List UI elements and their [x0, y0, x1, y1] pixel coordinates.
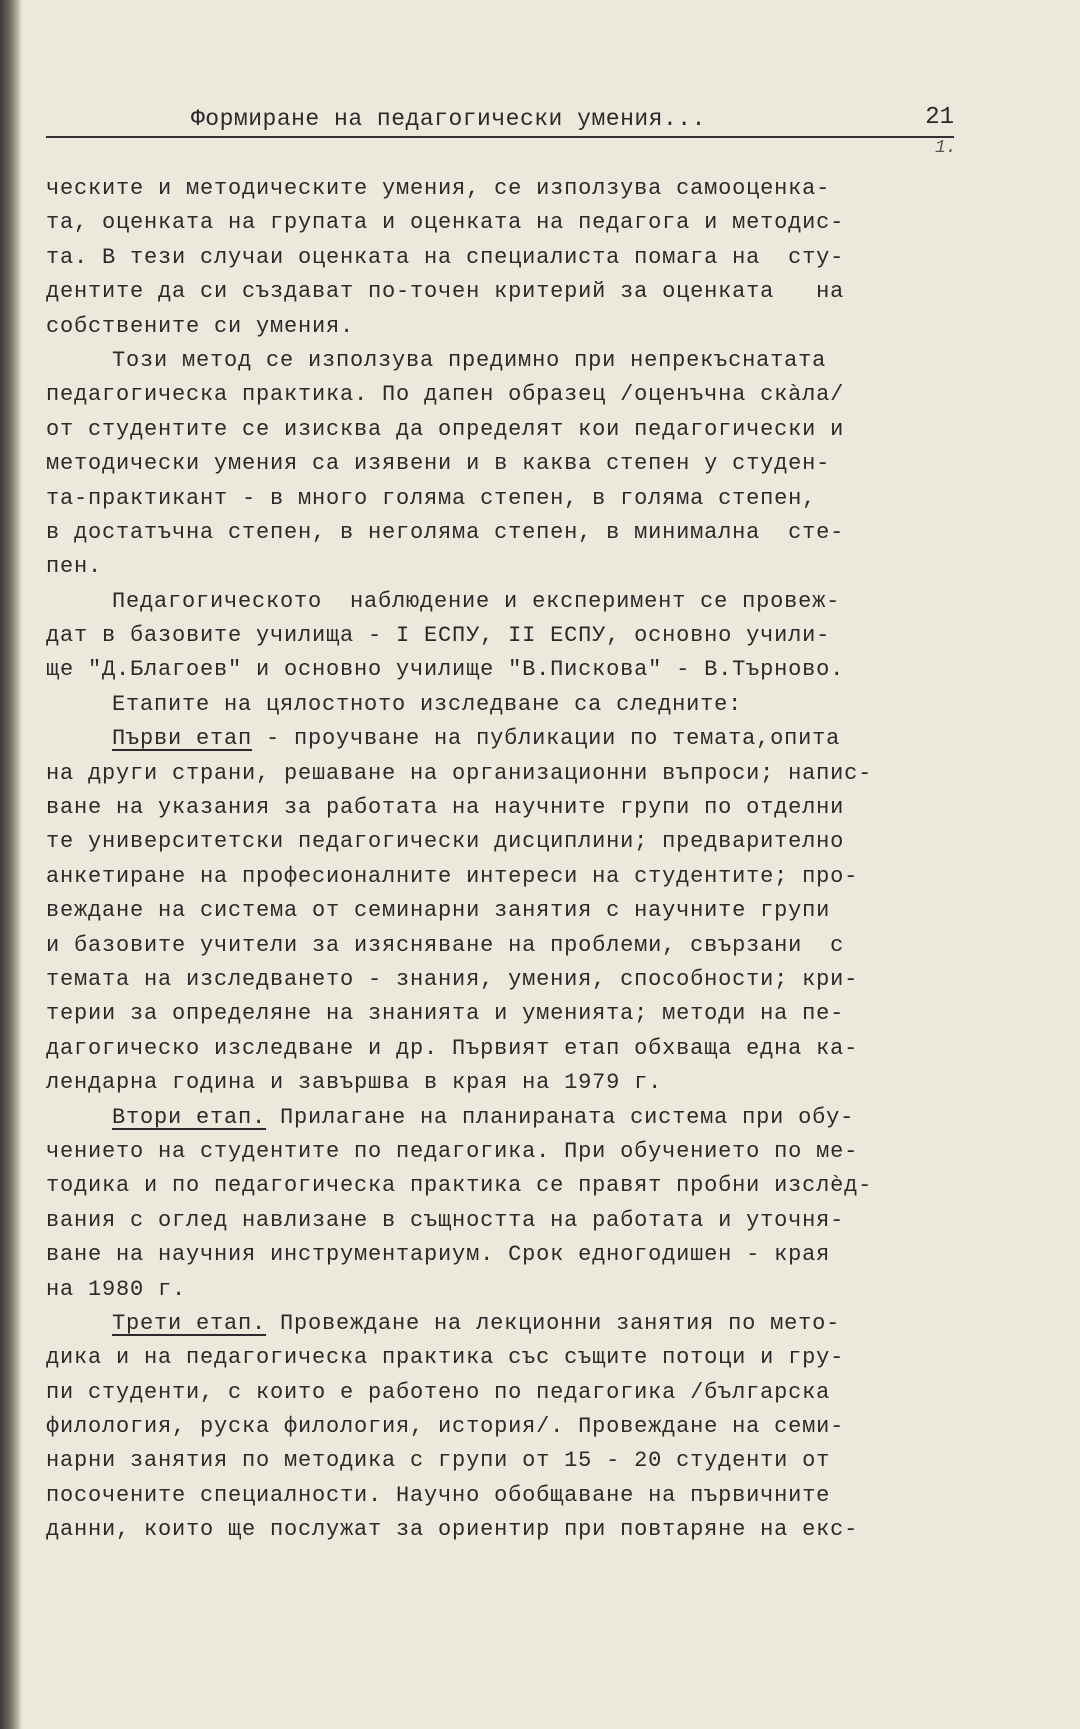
- text-line: тодика и по педагогическа практика се правят пробни изслèд-: [46, 1173, 873, 1199]
- stage-three-title: Трети етап.: [112, 1310, 267, 1336]
- text-line: те университетски педагогически дисциплини; предварително: [46, 829, 845, 855]
- paragraph-start: Педагогическото наблюдение и експеримент се провеж-: [112, 588, 841, 614]
- text-line: веждане на система от семинарни занятия с научните групи: [46, 898, 831, 924]
- header-title: Формиране на педагогически умения...: [191, 106, 706, 132]
- text-line: та-практикант - в много голяма степен, в голяма степен,: [46, 485, 817, 511]
- text-line: педагогическа практика. По дапен образец /оценъчна скàла/: [46, 382, 845, 408]
- text-line: ване на научния инструментариум. Срок едногодишен - края: [46, 1242, 831, 1268]
- stage-two-line: [46, 1101, 976, 1135]
- text-line: методически умения са изявени и в каква степен у студен-: [46, 451, 831, 477]
- header-rule: [46, 136, 954, 138]
- text-line: дика и на педагогическа практика със същите потоци и гру-: [46, 1345, 845, 1371]
- text-line: пи студенти, с които е работено по педагогика /българска: [46, 1379, 831, 1405]
- text-line: филология, руска филология, история/. Провеждане на семи-: [46, 1414, 845, 1440]
- text-line: вания с оглед навлизане в същността на работата и уточня-: [46, 1207, 845, 1233]
- text-line: в достатъчна степен, в неголяма степен, в минимална сте-: [46, 519, 845, 545]
- text-line: нарни занятия по методика с групи от 15 - 20 студенти от: [46, 1448, 831, 1474]
- margin-mark: 1.: [935, 138, 957, 158]
- stage-three-text: Провеждане на лекционни занятия по мето-: [266, 1310, 841, 1336]
- text-line: посочените специалности. Научно обобщаване на първичните: [46, 1482, 831, 1508]
- stage-one-title: Първи етап: [112, 726, 253, 752]
- text-line: ване на указания за работата на научните групи по отделни: [46, 795, 845, 821]
- text-line: ческите и методическите умения, се използува самооценка-: [46, 176, 831, 201]
- stage-three-line: [46, 1307, 976, 1341]
- text-line: собствените си умения.: [46, 313, 355, 339]
- text-line: анкетиране на професионалните интереси на студентите; про-: [46, 863, 859, 889]
- text-line: дагогическо изследване и др. Първият етап обхваща една ка-: [46, 1035, 859, 1061]
- stage-two-title: Втори етап.: [112, 1104, 267, 1130]
- text-line: ще "Д.Благоев" и основно училище "В.Пискова" - В.Търново.: [46, 657, 845, 683]
- text-line: терии за определяне на знанията и уменията; методи на пе-: [46, 1001, 845, 1027]
- text-line: дат в базовите училища - I ЕСПУ, II ЕСПУ, основно учили-: [46, 623, 831, 649]
- text-line: та. В тези случаи оценката на специалиста помага на сту-: [46, 244, 845, 270]
- text-line: на други страни, решаване на организационни въпроси; напис-: [46, 760, 873, 786]
- paragraph-start: Този метод се използува предимно при непрекъснатата: [112, 347, 827, 373]
- text-line: от студентите се изисква да определят кои педагогически и: [46, 416, 845, 442]
- text-line: темата на изследването - знания, умения, способности; кри-: [46, 966, 859, 992]
- paragraph-start: Етапите на цялостното изследване са следните:: [112, 691, 743, 717]
- text-line: дентите да си създават по-точен критерий за оценката на: [46, 279, 845, 305]
- body-text: [46, 172, 976, 1548]
- stage-one-line: [46, 722, 976, 756]
- text-line: пен.: [46, 554, 103, 580]
- text-line: на 1980 г.: [46, 1276, 187, 1302]
- text-line: данни, които ще послужат за ориентир при повтаряне на екс-: [46, 1517, 859, 1543]
- page-number: 21: [925, 104, 954, 131]
- book-spine-shadow: [0, 0, 22, 1729]
- text-line: та, оценката на групата и оценката на педагога и методис-: [46, 210, 845, 236]
- text-line: лендарна година и завършва в края на 1979 г.: [46, 1070, 663, 1096]
- text-line: и базовите учители за изясняване на проблеми, свързани с: [46, 932, 845, 958]
- stage-one-text: - проучване на публикации по темата,опита: [252, 726, 841, 752]
- stage-two-text: Прилагане на планираната система при обу-: [266, 1104, 855, 1130]
- text-line: чението на студентите по педагогика. При обучението по ме-: [46, 1138, 859, 1164]
- running-header: [46, 102, 954, 138]
